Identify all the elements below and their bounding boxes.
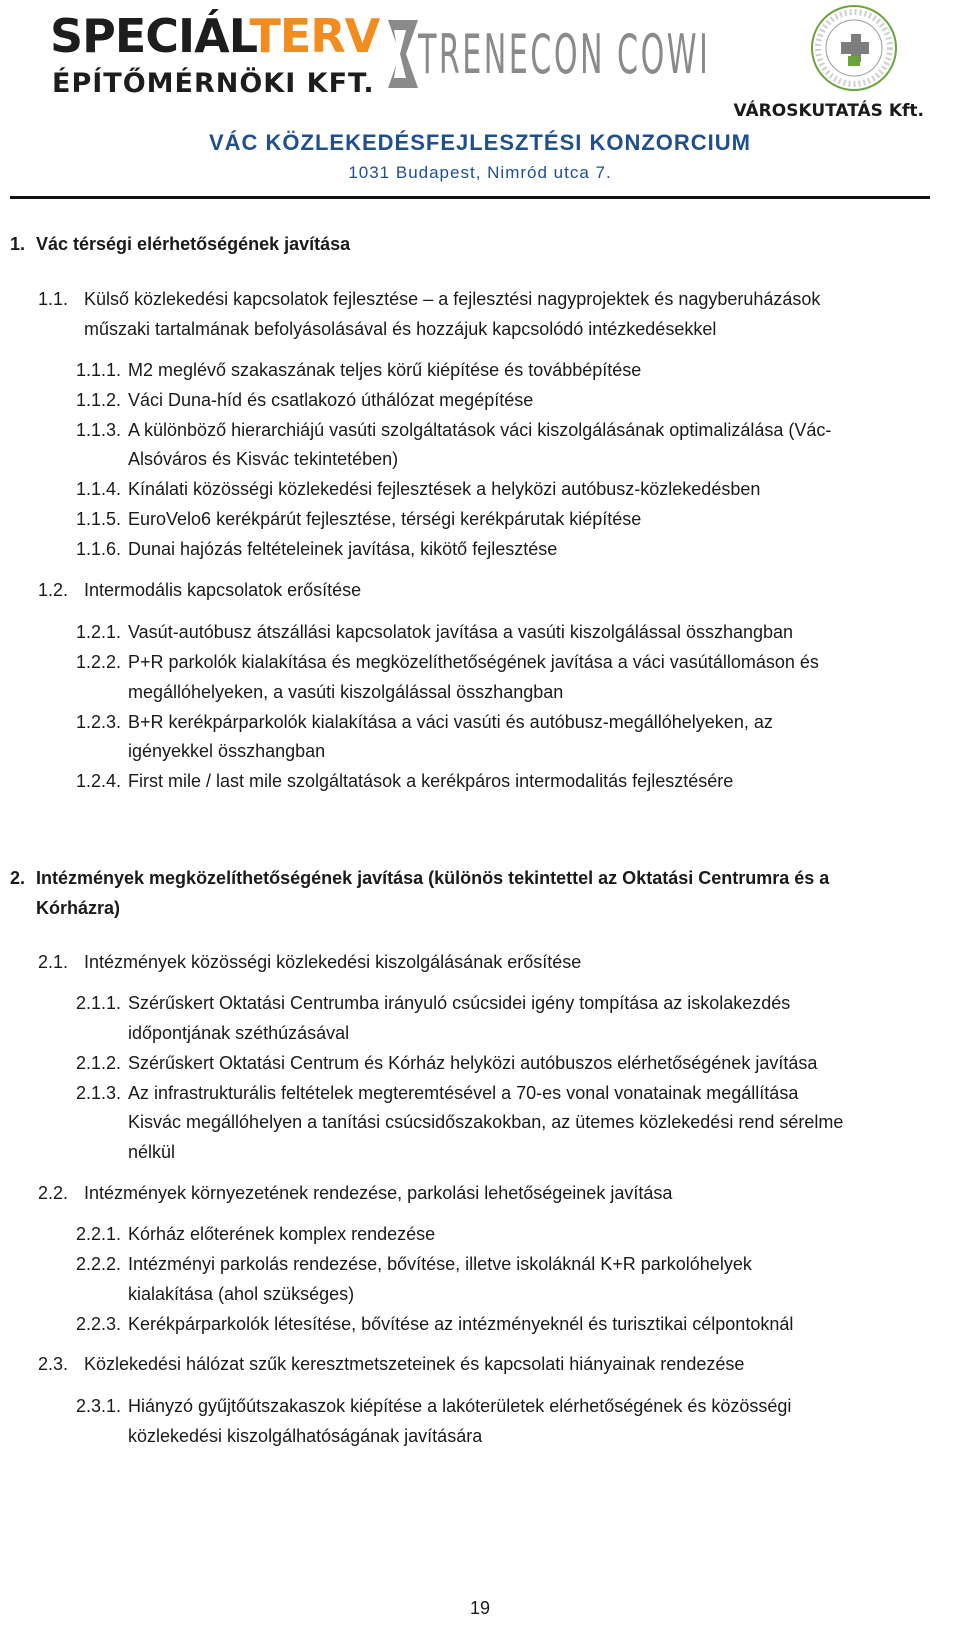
section-1-2-heading [38,578,361,602]
item-text: Hiányzó gyűjtőútszakaszok kiépítése a lakóterületek elérhetőségének és közösségi [128,1396,792,1416]
section-1-1-heading [38,287,820,311]
item-text: M2 meglévő szakaszának teljes körű kiépítése és továbbépítése [128,360,642,380]
item-number: 2.1.3. [76,1083,122,1103]
section-number: 2.1. [38,952,69,972]
item-number: 1.1.1. [76,360,122,380]
item-text-continuation: kialakítása (ahol szükséges) [128,1284,355,1304]
section-2-3-heading [38,1352,744,1376]
item-2-2-1 [76,1222,435,1246]
item-number: 1.1.3. [76,420,122,440]
item-1-2-1 [76,620,793,644]
item-number: 2.1.1. [76,993,122,1013]
item-text: A különböző hierarchiájú vasúti szolgáltatások váci kiszolgálásának optimalizálása (Vác- [128,420,832,440]
item-1-2-3 [76,710,773,734]
item-text: First mile / last mile szolgáltatások a kerékpáros intermodalitás fejlesztésére [128,771,734,791]
item-text-continuation: nélkül [128,1142,176,1162]
section-title: Intézmények környezetének rendezése, parkolási lehetőségeinek javítása [84,1183,673,1203]
varoskutatas-label: VÁROSKUTATÁS Kft. [733,101,924,121]
section-number: 2.3. [38,1354,69,1374]
item-1-2-2 [76,650,819,674]
item-text-continuation: megállóhelyeken, a vasúti kiszolgálással összhangban [128,682,564,702]
item-text: Váci Duna-híd és csatlakozó úthálózat megépítése [128,390,534,410]
specialterv-logo-subtitle: ÉPÍTŐMÉRNÖKI KFT. [52,68,375,99]
item-1-1-3 [76,418,831,442]
item-1-1-4 [76,477,760,501]
section-title: Intermodális kapcsolatok erősítése [84,580,362,600]
trenecon-cowi-logo [380,14,765,94]
section-number: 2. [10,868,26,888]
section-title: Közlekedési hálózat szűk keresztmetszeteinek és kapcsolati hiányainak rendezése [84,1354,745,1374]
item-text: EuroVelo6 kerékpárút fejlesztése, térségi kerékpárutak kiépítése [128,509,642,529]
section-2-1-heading [38,950,581,974]
item-2-2-3 [76,1312,793,1336]
section-title-line: Intézmények megközelíthetőségének javítása (különös tekintettel az Oktatási Centrumra és a [36,868,830,888]
section-number: 1.1. [38,289,69,309]
item-2-1-1 [76,991,790,1015]
section-title: Intézmények közösségi közlekedési kiszolgálásának erősítése [84,952,582,972]
item-text: Kórház előterének komplex rendezése [128,1224,436,1244]
item-number: 2.1.2. [76,1053,122,1073]
section-1-heading [10,232,350,256]
item-2-1-2 [76,1051,817,1075]
item-number: 1.1.6. [76,539,122,559]
specialterv-logo-main: SPECIÁL [50,9,250,63]
item-1-1-1 [76,358,641,382]
trenecon-cowi-wordmark: TRENECON COWI [418,23,711,86]
item-number: 1.2.3. [76,712,122,732]
item-text-continuation: Alsóváros és Kisvác tekintetében) [128,449,399,469]
item-1-1-2 [76,388,533,412]
page-number: 19 [469,1598,491,1618]
item-2-2-2 [76,1252,752,1276]
item-1-2-4 [76,769,733,793]
item-number: 2.2.2. [76,1254,122,1274]
item-number: 2.3.1. [76,1396,122,1416]
section-2-heading [10,866,829,890]
specialterv-logo [50,8,380,100]
consortium-address: 1031 Budapest, Nimród utca 7. [348,163,612,182]
item-text: B+R kerékpárparkolók kialakítása a váci vasúti és autóbusz-megállóhelyeken, az [128,712,773,732]
consortium-title: VÁC KÖZLEKEDÉSFEJLESZTÉSI KONZORCIUM [208,130,752,155]
item-text: Vasút-autóbusz átszállási kapcsolatok javítása a vasúti kiszolgálással összhangban [128,622,794,642]
item-number: 1.2.1. [76,622,122,642]
section-title-line: műszaki tartalmának befolyásolásával és hozzájuk kapcsolódó intézkedésekkel [84,319,717,339]
item-number: 2.2.1. [76,1224,122,1244]
item-text: Kínálati közösségi közlekedési fejlesztések a helyközi autóbusz-közlekedésben [128,479,761,499]
section-title: Vác térségi elérhetőségének javítása [36,234,351,254]
item-text: Szérűskert Oktatási Centrum és Kórház helyközi autóbuszos elérhetőségének javítása [128,1053,818,1073]
item-text: Dunai hajózás feltételeinek javítása, kikötő fejlesztése [128,539,558,559]
item-number: 1.1.5. [76,509,122,529]
item-text-continuation: Kisvác megállóhelyen a tanítási csúcsidőszakokban, az ütemes közlekedési rend sérelme [128,1112,844,1132]
specialterv-logo-accent: TERV [249,9,380,63]
item-number: 1.2.4. [76,771,122,791]
section-2-2-heading [38,1181,672,1205]
item-text: Az infrastrukturális feltételek megteremtésével a 70-es vonal vonatainak megállítása [128,1083,799,1103]
specialterv-logo-wordmark [50,8,379,64]
item-text-continuation: időpontjának széthúzásával [128,1023,350,1043]
metropolitan-research-logo [808,2,900,94]
section-number: 1.2. [38,580,69,600]
item-number: 1.2.2. [76,652,122,672]
item-1-1-5 [76,507,641,531]
section-title-line: Külső közlekedési kapcsolatok fejlesztése – a fejlesztési nagyprojektek és nagyberuházások [84,289,821,309]
item-text: Szérűskert Oktatási Centrumba irányuló csúcsidei igény tompítása az iskolakezdés [128,993,791,1013]
trenecon-arrow-icon [380,14,420,94]
item-number: 1.1.4. [76,479,122,499]
item-text: Kerékpárparkolók létesítése, bővítése az intézményeknél és turisztikai célpontoknál [128,1314,794,1334]
metropolitan-seal-icon [808,2,900,94]
item-text: Intézményi parkolás rendezése, bővítése, illetve iskoláknál K+R parkolóhelyek [128,1254,752,1274]
item-text: P+R parkolók kialakítása és megközelíthetőségének javítása a váci vasútállomáson és [128,652,819,672]
item-1-1-6 [76,537,557,561]
item-text-continuation: igényekkel összhangban [128,741,326,761]
item-text-continuation: közlekedési kiszolgálhatóságának javítására [128,1426,483,1446]
section-number: 1. [10,234,26,254]
item-2-3-1 [76,1394,791,1418]
item-number: 1.1.2. [76,390,122,410]
section-number: 2.2. [38,1183,69,1203]
section-title-line: Kórházra) [36,898,121,918]
item-2-1-3 [76,1081,798,1105]
item-number: 2.2.3. [76,1314,122,1334]
header-divider [10,196,930,199]
